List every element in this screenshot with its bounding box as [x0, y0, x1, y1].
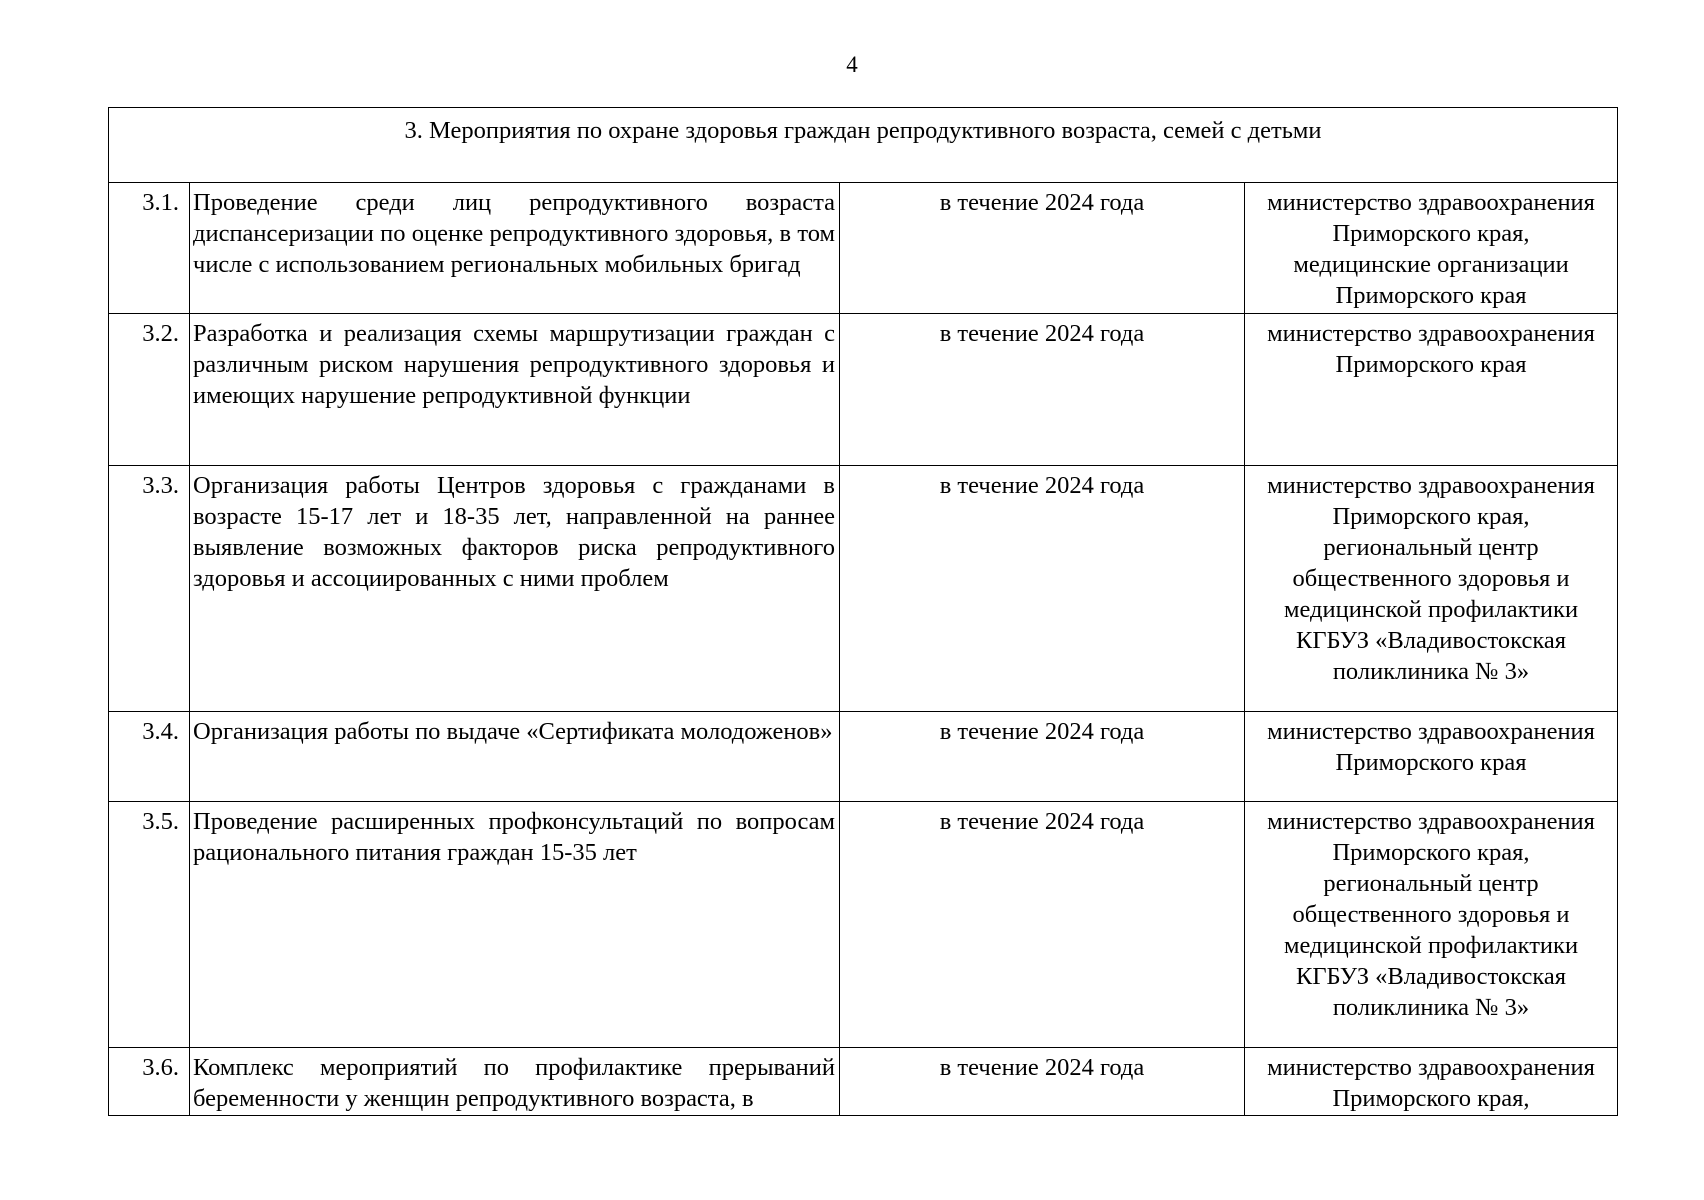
responsible-line: региональный центр [1323, 534, 1539, 561]
table-row [109, 466, 1618, 712]
table-row [109, 802, 1618, 1048]
responsible-line: общественного здоровья и [1292, 565, 1570, 592]
responsible-line: Приморского края, [1332, 503, 1530, 530]
responsible-line: Приморского края [1335, 282, 1527, 309]
table-row [109, 1048, 1618, 1116]
row-description: Комплекс мероприятий по профилактике прерываний беременности у женщин репродуктивного возраста, в [190, 1048, 840, 1116]
responsible-line: Приморского края [1335, 749, 1527, 776]
row-number: 3.2. [109, 314, 190, 466]
row-period: в течение 2024 года [840, 712, 1245, 802]
responsible-line: министерство здравоохранения [1267, 808, 1595, 835]
row-period: в течение 2024 года [840, 802, 1245, 1048]
page-number: 4 [846, 52, 858, 77]
responsible-line: региональный центр [1323, 870, 1539, 897]
responsible-line: министерство здравоохранения [1267, 189, 1595, 216]
row-number: 3.4. [109, 712, 190, 802]
row-responsible [1245, 466, 1618, 712]
table-row [109, 183, 1618, 314]
responsible-line: министерство здравоохранения [1267, 1054, 1595, 1081]
row-responsible [1245, 712, 1618, 802]
row-description: Проведение среди лиц репродуктивного возраста диспансеризации по оценке репродуктивного здоровья, в том числе с использованием региональных мобильных бригад [190, 183, 840, 314]
responsible-line: медицинской профилактики [1283, 596, 1579, 623]
responsible-line: Приморского края, [1332, 220, 1530, 247]
row-description: Разработка и реализация схемы маршрутизации граждан с различным риском нарушения репродуктивного здоровья и имеющих нарушение репродуктивной функции [190, 314, 840, 466]
section-title: 3. Мероприятия по охране здоровья граждан репродуктивного возраста, семей с детьми [109, 108, 1618, 183]
activities-table [108, 107, 1618, 1116]
responsible-line: Приморского края, [1332, 839, 1530, 866]
responsible-line: общественного здоровья и [1292, 901, 1570, 928]
responsible-line: Приморского края [1335, 351, 1527, 378]
responsible-line: Приморского края, [1332, 1085, 1530, 1112]
row-number: 3.5. [109, 802, 190, 1048]
responsible-line: медицинские организации [1293, 251, 1569, 278]
row-number: 3.1. [109, 183, 190, 314]
row-number: 3.6. [109, 1048, 190, 1116]
row-number: 3.3. [109, 466, 190, 712]
row-responsible [1245, 314, 1618, 466]
row-period: в течение 2024 года [840, 183, 1245, 314]
responsible-line: медицинской профилактики [1283, 932, 1579, 959]
row-responsible [1245, 802, 1618, 1048]
table-row [109, 314, 1618, 466]
responsible-line: министерство здравоохранения [1267, 472, 1595, 499]
responsible-line: КГБУЗ «Владивостокская [1296, 627, 1567, 654]
row-period: в течение 2024 года [840, 314, 1245, 466]
section-header-row [109, 108, 1618, 183]
responsible-line: министерство здравоохранения [1267, 718, 1595, 745]
row-responsible [1245, 183, 1618, 314]
row-period: в течение 2024 года [840, 1048, 1245, 1116]
row-period: в течение 2024 года [840, 466, 1245, 712]
row-description: Организация работы по выдаче «Сертификата молодоженов» [190, 712, 840, 802]
row-responsible [1245, 1048, 1618, 1116]
row-description: Организация работы Центров здоровья с гражданами в возрасте 15-17 лет и 18-35 лет, направленной на раннее выявление возможных факторов риска репродуктивного здоровья и ассоциированных с ними проблем [190, 466, 840, 712]
responsible-line: министерство здравоохранения [1267, 320, 1595, 347]
responsible-line: поликлиника № 3» [1332, 658, 1530, 685]
responsible-line: КГБУЗ «Владивостокская [1296, 963, 1567, 990]
responsible-line: поликлиника № 3» [1332, 994, 1530, 1021]
row-description: Проведение расширенных профконсультаций по вопросам рационального питания граждан 15-35 лет [190, 802, 840, 1048]
table-row [109, 712, 1618, 802]
